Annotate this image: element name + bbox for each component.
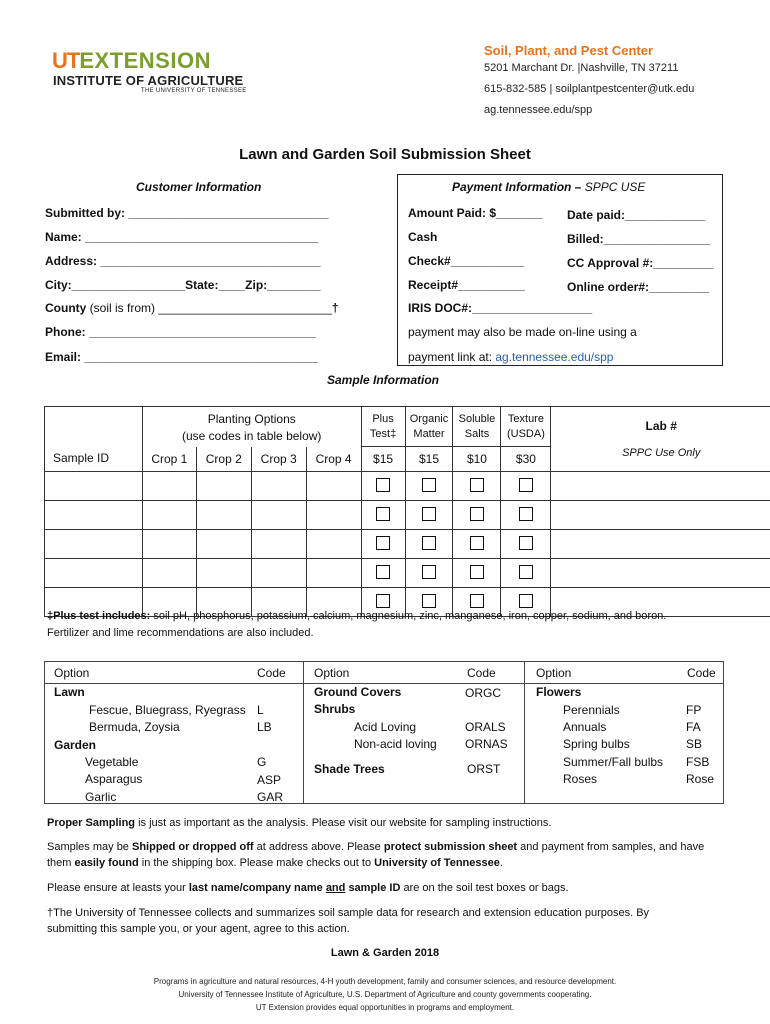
option-fescue: Fescue, Bluegrass, Ryegrass <box>89 703 246 717</box>
sample-row <box>45 559 770 588</box>
online-order-field[interactable]: Online order#:_________ <box>567 280 710 294</box>
option-garlic: Garlic <box>85 790 117 804</box>
crop-3-cell[interactable] <box>251 559 306 588</box>
footer-line-3: UT Extension provides equal opportunities in programs and employment. <box>255 1003 515 1012</box>
sample-row <box>45 530 770 559</box>
checkbox[interactable] <box>422 594 436 608</box>
edition-label: Lawn & Garden 2018 <box>330 947 440 959</box>
check-field[interactable]: Check#___________ <box>408 254 525 268</box>
lab-number-header: Lab # <box>551 407 770 447</box>
crop-1-cell[interactable] <box>142 501 196 530</box>
code-vegetable: G <box>257 755 267 769</box>
soluble-salts-checkbox[interactable] <box>453 501 501 530</box>
code-ground-covers: ORGC <box>465 686 501 700</box>
option-vegetable: Vegetable <box>85 755 139 769</box>
texture-checkbox[interactable] <box>501 559 551 588</box>
crop-4-header: Crop 4 <box>306 447 361 472</box>
cash-field[interactable]: Cash <box>408 230 438 244</box>
soluble-salts-checkbox[interactable] <box>453 559 501 588</box>
proper-sampling-note: Proper Sampling is just as important as the analysis. Please visit our website for sampling instructions. <box>47 817 552 829</box>
online-payment-note: payment may also be made on-line using a <box>408 325 637 339</box>
plus-test-checkbox[interactable] <box>361 501 405 530</box>
crop-2-cell[interactable] <box>196 530 251 559</box>
organic-matter-price: $15 <box>405 447 453 472</box>
option-non-acid-loving: Non-acid loving <box>354 737 437 751</box>
lab-number-cell[interactable] <box>551 530 770 559</box>
soluble-salts-price: $10 <box>453 447 501 472</box>
crop-2-header: Crop 2 <box>196 447 251 472</box>
crop-1-cell[interactable] <box>142 530 196 559</box>
garden-label: Garden <box>54 738 97 752</box>
email-field[interactable]: Email: ___________________________________ <box>45 350 318 364</box>
checkbox[interactable] <box>422 507 436 521</box>
shipping-note: Samples may be Shipped or dropped off at address above. Please protect submission sheet and payment from samples, and have <box>47 841 705 853</box>
city-state-zip-field[interactable]: City:_________________State:____Zip:________ <box>45 278 321 292</box>
option-acid-loving: Acid Loving <box>354 720 417 734</box>
cc-approval-field[interactable]: CC Approval #:_________ <box>567 256 714 270</box>
organic-matter-checkbox[interactable] <box>405 472 453 501</box>
texture-checkbox[interactable] <box>501 501 551 530</box>
code-asparagus: ASP <box>257 773 282 787</box>
checkbox[interactable] <box>376 478 390 492</box>
option-header-3: Option <box>536 666 572 680</box>
sample-id-cell[interactable] <box>45 501 143 530</box>
crop-4-cell[interactable] <box>306 559 361 588</box>
crop-3-cell[interactable] <box>251 472 306 501</box>
plus-test-note: ‡Plus test includes: soil pH, phosphorus, potassium, calcium, magnesium, zinc, manganese, iron, copper, sodium, and boron. <box>47 610 667 622</box>
texture-checkbox[interactable] <box>501 472 551 501</box>
iris-doc-field[interactable]: IRIS DOC#:__________________ <box>408 301 593 315</box>
codes-table-lawn-garden <box>44 661 304 804</box>
code-garlic: GAR <box>257 790 284 804</box>
code-header-3: Code <box>687 666 716 680</box>
footer-line-2: University of Tennessee Institute of Agriculture, U.S. Department of Agriculture and county governments cooperating. <box>178 990 592 999</box>
option-bermuda: Bermuda, Zoysia <box>89 720 180 734</box>
checkbox[interactable] <box>422 536 436 550</box>
amount-paid-field[interactable]: Amount Paid: $_______ <box>408 206 543 220</box>
code-bermuda: LB <box>257 720 272 734</box>
checkbox[interactable] <box>519 507 533 521</box>
center-name: Soil, Plant, and Pest Center <box>484 43 654 58</box>
soluble-salts-checkbox[interactable] <box>453 472 501 501</box>
code-fescue: L <box>257 703 264 717</box>
sample-id-header: Sample ID <box>45 407 143 472</box>
texture-header: Texture (USDA) <box>501 407 551 447</box>
sample-id-cell[interactable] <box>45 472 143 501</box>
crop-3-cell[interactable] <box>251 530 306 559</box>
option-roses: Roses <box>563 772 598 786</box>
crop-3-cell[interactable] <box>251 501 306 530</box>
footer-line-1: Programs in agriculture and natural resources, 4-H youth development, family and consumer sciences, and resource development. <box>153 977 617 986</box>
labeling-note: Please ensure at leasts your last name/company name and sample ID are on the soil test boxes or bags. <box>47 882 569 894</box>
data-use-note-2: submitting this sample you, or your agent, agree to this action. <box>47 923 350 935</box>
crop-4-cell[interactable] <box>306 501 361 530</box>
organic-matter-checkbox[interactable] <box>405 530 453 559</box>
phone-field[interactable]: Phone: __________________________________ <box>45 325 316 339</box>
receipt-field[interactable]: Receipt#__________ <box>408 278 525 292</box>
checkbox[interactable] <box>376 565 390 579</box>
date-paid-field[interactable]: Date paid:____________ <box>567 208 706 222</box>
code-perennials: FP <box>686 703 702 717</box>
submitted-by-field[interactable]: Submitted by: ______________________________ <box>45 206 329 220</box>
checkbox[interactable] <box>470 565 484 579</box>
checkbox[interactable] <box>519 536 533 550</box>
crop-2-cell[interactable] <box>196 559 251 588</box>
crop-4-cell[interactable] <box>306 472 361 501</box>
crop-2-cell[interactable] <box>196 472 251 501</box>
texture-price: $30 <box>501 447 551 472</box>
lab-number-cell[interactable] <box>551 559 770 588</box>
sample-id-cell[interactable] <box>45 530 143 559</box>
logo-extension: EXTENSION <box>79 48 211 73</box>
customer-info-heading: Customer Information <box>136 180 262 194</box>
code-roses: Rose <box>686 772 715 786</box>
option-perennials: Perennials <box>563 703 620 717</box>
code-annuals: FA <box>686 720 701 734</box>
plus-test-header: Plus Test‡ <box>361 407 405 447</box>
crop-1-cell[interactable] <box>142 472 196 501</box>
texture-checkbox[interactable] <box>501 530 551 559</box>
plus-test-price: $15 <box>361 447 405 472</box>
option-shade-trees: Shade Trees <box>314 762 385 776</box>
lab-number-cell[interactable] <box>551 472 770 501</box>
codes-table-landscape <box>303 661 525 804</box>
crop-1-cell[interactable] <box>142 559 196 588</box>
checkbox[interactable] <box>470 536 484 550</box>
code-acid-loving: ORALS <box>465 720 506 734</box>
logo-university: THE UNIVERSITY OF TENNESSEE <box>141 88 247 94</box>
checkbox[interactable] <box>422 478 436 492</box>
flowers-label: Flowers <box>536 685 582 699</box>
code-shade-trees: ORST <box>467 762 501 776</box>
soluble-salts-checkbox[interactable] <box>453 530 501 559</box>
sample-id-cell[interactable] <box>45 559 143 588</box>
crop-2-cell[interactable] <box>196 501 251 530</box>
code-non-acid-loving: ORNAS <box>465 737 508 751</box>
county-field[interactable]: County (soil is from) __________________________† <box>45 301 339 315</box>
center-website[interactable]: ag.tennessee.edu/spp <box>484 104 593 116</box>
center-address: 5201 Marchant Dr. |Nashville, TN 37211 <box>484 62 679 74</box>
payment-link[interactable]: ag.tennessee.edu/spp <box>495 350 614 364</box>
soluble-salts-header: Soluble Salts <box>453 407 501 447</box>
crop-4-cell[interactable] <box>306 530 361 559</box>
plus-test-checkbox[interactable] <box>361 530 405 559</box>
option-spring-bulbs: Spring bulbs <box>563 737 630 751</box>
code-header-2: Code <box>467 666 496 680</box>
checkbox[interactable] <box>519 594 533 608</box>
option-asparagus: Asparagus <box>85 772 143 786</box>
sppc-use-only-label: SPPC Use Only <box>551 447 770 472</box>
lawn-label: Lawn <box>54 685 85 699</box>
codes-table-flowers <box>524 661 724 804</box>
option-summer-fall-bulbs: Summer/Fall bulbs <box>563 755 664 769</box>
option-ground-covers: Ground Covers <box>314 685 402 699</box>
checkbox[interactable] <box>470 478 484 492</box>
checkbox[interactable] <box>519 565 533 579</box>
code-spring-bulbs: SB <box>686 737 703 751</box>
page-title: Lawn and Garden Soil Submission Sheet <box>239 146 531 163</box>
organic-matter-checkbox[interactable] <box>405 501 453 530</box>
option-annuals: Annuals <box>563 720 607 734</box>
option-header: Option <box>54 666 90 680</box>
checkbox[interactable] <box>376 507 390 521</box>
sample-row <box>45 472 770 501</box>
logo-institute: INSTITUTE OF AGRICULTURE <box>53 73 244 88</box>
checkbox[interactable] <box>519 478 533 492</box>
code-header: Code <box>257 666 286 680</box>
organic-matter-checkbox[interactable] <box>405 559 453 588</box>
planting-options-header: Planting Options (use codes in table below) <box>142 407 361 447</box>
crop-3-header: Crop 3 <box>251 447 306 472</box>
checkbox[interactable] <box>376 594 390 608</box>
code-summer-fall-bulbs: FSB <box>686 755 710 769</box>
lab-number-cell[interactable] <box>551 501 770 530</box>
plus-test-checkbox[interactable] <box>361 472 405 501</box>
sample-table <box>44 406 770 617</box>
checkbox[interactable] <box>376 536 390 550</box>
checkbox[interactable] <box>470 594 484 608</box>
data-use-note: †The University of Tennessee collects and summarizes soil sample data for research and extension education purposes. By <box>47 907 650 919</box>
sample-info-heading: Sample Information <box>327 373 440 387</box>
online-payment-link-note: payment link at: ag.tennessee.edu/spp <box>408 350 614 364</box>
payment-heading: Payment Information – SPPC USE <box>452 180 646 194</box>
plus-test-checkbox[interactable] <box>361 559 405 588</box>
logo-ut: UT <box>52 48 80 73</box>
option-header-2: Option <box>314 666 350 680</box>
checkbox[interactable] <box>470 507 484 521</box>
organic-matter-header: Organic Matter <box>405 407 453 447</box>
center-contact[interactable]: 615-832-585 | soilplantpestcenter@utk.edu <box>484 83 695 95</box>
checkbox[interactable] <box>422 565 436 579</box>
sample-row <box>45 501 770 530</box>
address-field[interactable]: Address: _________________________________ <box>45 254 321 268</box>
crop-1-header: Crop 1 <box>142 447 196 472</box>
shipping-note-2: them easily found in the shipping box. Please make checks out to University of Tennessee. <box>47 857 503 869</box>
plus-test-note-2: Fertilizer and lime recommendations are also included. <box>47 627 314 639</box>
shrubs-label: Shrubs <box>314 702 356 716</box>
name-field[interactable]: Name: ___________________________________ <box>45 230 319 244</box>
billed-field[interactable]: Billed:________________ <box>567 232 711 246</box>
